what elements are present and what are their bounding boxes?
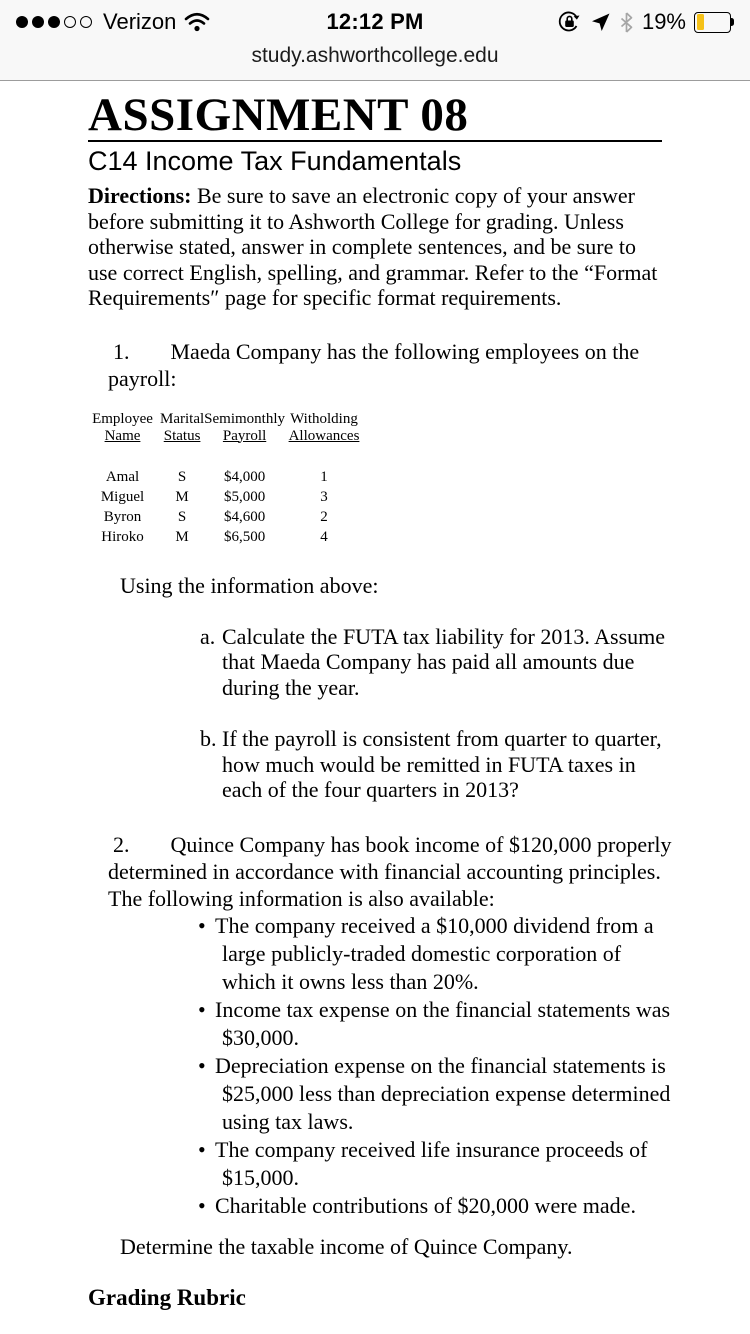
- closing-instruction: Determine the taxable income of Quince Company.: [120, 1233, 573, 1259]
- bullet-icon: •: [198, 1136, 206, 1162]
- question-1: [108, 338, 672, 393]
- column-header-marital-status: Marital Status: [160, 410, 205, 444]
- grading-rubric-heading: Grading Rubric: [88, 1284, 246, 1310]
- bullet-list: [88, 912, 671, 1220]
- table-header-row: [85, 411, 363, 445]
- bullet-item: [198, 1192, 674, 1220]
- bullet-icon: •: [198, 1052, 206, 1078]
- question-2: [108, 831, 672, 912]
- bullet-item: [198, 996, 674, 1052]
- battery-icon: [694, 12, 734, 33]
- bullet-item: [198, 1052, 674, 1136]
- directions-label: Directions:: [88, 183, 192, 208]
- table-row: Hiroko M $6,500 4: [101, 528, 328, 545]
- directions-paragraph: [88, 183, 662, 311]
- carrier-label: Verizon: [103, 9, 177, 34]
- url-text: study.ashworthcollege.edu: [251, 44, 499, 67]
- battery-percent: 19%: [641, 9, 686, 34]
- column-header-semimonthly-payroll: Semimonthly Payroll: [204, 410, 285, 444]
- table-spacer-row: [85, 445, 363, 467]
- bullet-text: The company received life insurance proceeds of $15,000.: [215, 1136, 648, 1190]
- status-bar-row: [0, 7, 750, 37]
- payroll-table: [85, 411, 363, 547]
- column-header-witholding-allowances: Witholding Allowances: [288, 410, 360, 444]
- table-row: Byron S $4,600 2: [103, 508, 328, 525]
- column-header-employee-name: Employee Name: [92, 410, 153, 444]
- course-subtitle: C14 Income Tax Fundamentals: [88, 146, 462, 176]
- battery-nub: [731, 18, 734, 26]
- clock: 12:12 PM: [326, 9, 424, 34]
- bullet-item: [198, 1136, 674, 1192]
- bullet-item: [198, 912, 674, 996]
- bullet-text: Charitable contributions of $20,000 were made.: [215, 1192, 636, 1218]
- bullet-text: Depreciation expense on the financial statements is $25,000 less than depreciation expense determined using tax laws.: [215, 1052, 671, 1134]
- sub-item-b-text: If the payroll is consistent from quarter to quarter, how much would be remitted in FUTA taxes in each of the four quarters in 2013?: [222, 726, 662, 802]
- sub-item-a-letter: a.: [200, 623, 216, 649]
- sub-item-a: [200, 623, 674, 701]
- bullet-text: The company received a $10,000 dividend from a large publicly-traded domestic corporation of which it owns less than 20%.: [215, 912, 654, 994]
- directions-text: Be sure to save an electronic copy of your answer before submitting it to Ashworth College for grading. Unless otherwise stated, answer in complete sentences, and be sure to use correct English, spelling, and grammar. Refer to the “Format Requirements″ page for specific format requirements.: [88, 183, 658, 310]
- bullet-text: Income tax expense on the financial statements was $30,000.: [215, 996, 671, 1050]
- sub-item-b-letter: b.: [200, 726, 217, 751]
- sub-item-b: [200, 726, 674, 803]
- table-row: Amal S $4,000 1: [105, 468, 328, 485]
- bullet-icon: •: [198, 1192, 206, 1218]
- url-bar[interactable]: [0, 44, 750, 68]
- question-1-text: Maeda Company has the following employees on the payroll:: [108, 338, 640, 391]
- webpage-content: [0, 81, 750, 1311]
- using-info-line: Using the information above:: [120, 572, 379, 598]
- sub-item-a-text: Calculate the FUTA tax liability for 2013. Assume that Maeda Company has paid all amounts due during the year.: [222, 623, 666, 700]
- bullet-icon: •: [198, 912, 206, 938]
- question-2-text: Quince Company has book income of $120,000 properly determined in accordance with financial accounting principles. The following information is also available:: [108, 831, 672, 911]
- bullet-icon: •: [198, 996, 206, 1022]
- question-2-number: 2.: [113, 831, 130, 857]
- assignment-title: ASSIGNMENT 08: [88, 93, 662, 142]
- table-row: Miguel M $5,000 3: [100, 488, 328, 505]
- status-bar: [0, 0, 750, 81]
- battery-fill: [697, 14, 704, 30]
- question-1-number: 1.: [113, 338, 130, 364]
